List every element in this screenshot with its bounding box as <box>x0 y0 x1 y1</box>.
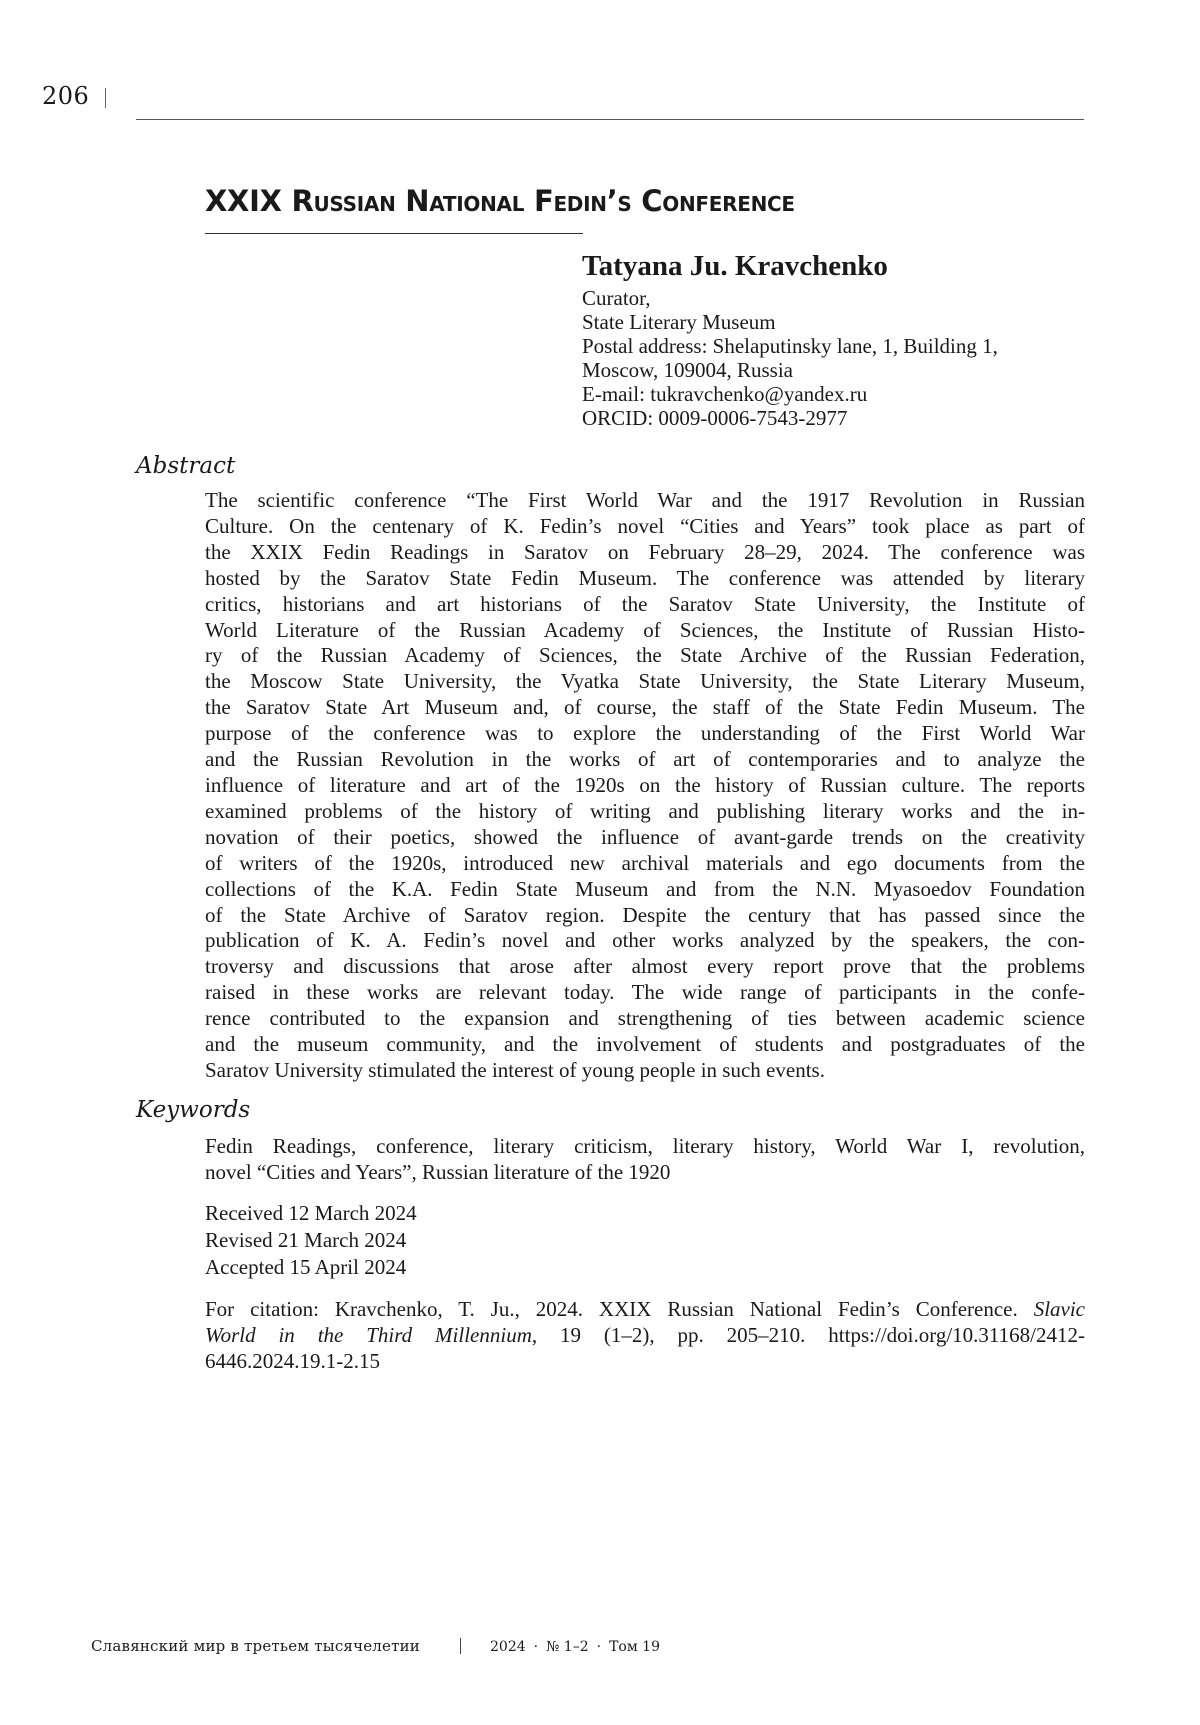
abstract-line: troversy and discussions that arose after almost every report prove that the problems <box>205 954 1085 980</box>
abstract-label: Abstract <box>136 451 235 481</box>
footer-issue-info <box>490 1637 660 1657</box>
page-number-divider <box>105 88 106 108</box>
date-revised: Revised 21 March 2024 <box>205 1227 417 1254</box>
date-accepted: Accepted 15 April 2024 <box>205 1254 417 1281</box>
abstract-line: of the State Archive of Saratov region. Despite the century that has passed since the <box>205 903 1085 929</box>
author-affiliation: State Literary Museum <box>582 310 998 334</box>
abstract-line: Saratov University stimulated the interest of young people in such events. <box>205 1058 1085 1084</box>
article-title: XXIX Russian National Fedin’s Conference <box>205 183 795 219</box>
citation-details[interactable]: , 19 (1–2), pp. 205–210. https://doi.org/10.31168/2412- <box>532 1323 1085 1347</box>
abstract-line: ry of the Russian Academy of Sciences, the State Archive of the Russian Federation, <box>205 643 1085 669</box>
keywords-line: Fedin Readings, conference, literary criticism, literary history, World War I, revolution, <box>205 1133 1085 1159</box>
citation-journal-part2: World in the Third Millennium <box>205 1323 532 1347</box>
keywords-text <box>205 1133 1085 1185</box>
abstract-line: Culture. On the centenary of K. Fedin’s novel “Cities and Years” took place as part of <box>205 514 1085 540</box>
footer-journal-name: Славянский мир в третьем тысячелетии <box>91 1636 420 1656</box>
footer-separator: · <box>526 1639 546 1655</box>
abstract-line: of writers of the 1920s, introduced new archival materials and ego documents from the <box>205 851 1085 877</box>
citation-journal-part1: Slavic <box>1034 1297 1085 1321</box>
title-underline <box>205 233 583 234</box>
abstract-line: The scientific conference “The First World War and the 1917 Revolution in Russian <box>205 488 1085 514</box>
citation-line-2 <box>205 1322 1085 1348</box>
author-address: Postal address: Shelaputinsky lane, 1, Building 1, <box>582 334 998 358</box>
abstract-line: rence contributed to the expansion and strengthening of ties between academic science <box>205 1006 1085 1032</box>
abstract-line: and the museum community, and the involvement of students and postgraduates of the <box>205 1032 1085 1058</box>
author-orcid: ORCID: 0009-0006-7543-2977 <box>582 406 998 430</box>
abstract-line: raised in these works are relevant today. The wide range of participants in the confe- <box>205 980 1085 1006</box>
keywords-line: novel “Cities and Years”, Russian literature of the 1920 <box>205 1159 1085 1185</box>
keywords-label: Keywords <box>136 1095 250 1125</box>
author-city: Moscow, 109004, Russia <box>582 358 998 382</box>
citation-prefix: For citation: Kravchenko, T. Ju., 2024. XXIX Russian National Fedin’s Conference. <box>205 1297 1018 1321</box>
abstract-text <box>205 488 1085 1084</box>
footer-issue: № 1–2 <box>546 1639 589 1655</box>
footer-volume: Том 19 <box>609 1639 660 1655</box>
abstract-line: publication of K. A. Fedin’s novel and other works analyzed by the speakers, the con- <box>205 928 1085 954</box>
footer-divider <box>460 1638 461 1654</box>
footer-year: 2024 <box>490 1639 526 1655</box>
abstract-line: influence of literature and art of the 1920s on the history of Russian culture. The reports <box>205 773 1085 799</box>
author-block <box>582 246 998 430</box>
abstract-line: novation of their poetics, showed the influence of avant-garde trends on the creativity <box>205 825 1085 851</box>
article-dates <box>205 1200 417 1281</box>
page-number: 206 <box>42 84 89 108</box>
author-name: Tatyana Ju. Kravchenko <box>582 246 998 286</box>
author-position: Curator, <box>582 286 998 310</box>
citation-doi-tail[interactable]: 6446.2024.19.1-2.15 <box>205 1348 1085 1374</box>
citation-block <box>205 1296 1085 1374</box>
abstract-line: hosted by the Saratov State Fedin Museum. The conference was attended by literary <box>205 566 1085 592</box>
abstract-line: collections of the K.A. Fedin State Museum and from the N.N. Myasoedov Foundation <box>205 877 1085 903</box>
abstract-line: examined problems of the history of writing and publishing literary works and the in- <box>205 799 1085 825</box>
abstract-line: the Moscow State University, the Vyatka State University, the State Literary Museum, <box>205 669 1085 695</box>
abstract-line: and the Russian Revolution in the works of art of contemporaries and to analyze the <box>205 747 1085 773</box>
header-rule <box>136 119 1084 120</box>
abstract-line: the Saratov State Art Museum and, of course, the staff of the State Fedin Museum. The <box>205 695 1085 721</box>
date-received: Received 12 March 2024 <box>205 1200 417 1227</box>
footer-separator: · <box>589 1639 609 1655</box>
citation-line-1 <box>205 1296 1085 1322</box>
abstract-line: critics, historians and art historians of the Saratov State University, the Institute of <box>205 592 1085 618</box>
abstract-line: World Literature of the Russian Academy of Sciences, the Institute of Russian Histo- <box>205 618 1085 644</box>
abstract-line: purpose of the conference was to explore the understanding of the First World War <box>205 721 1085 747</box>
author-email[interactable]: E-mail: tukravchenko@yandex.ru <box>582 382 998 406</box>
abstract-line: the XXIX Fedin Readings in Saratov on February 28–29, 2024. The conference was <box>205 540 1085 566</box>
